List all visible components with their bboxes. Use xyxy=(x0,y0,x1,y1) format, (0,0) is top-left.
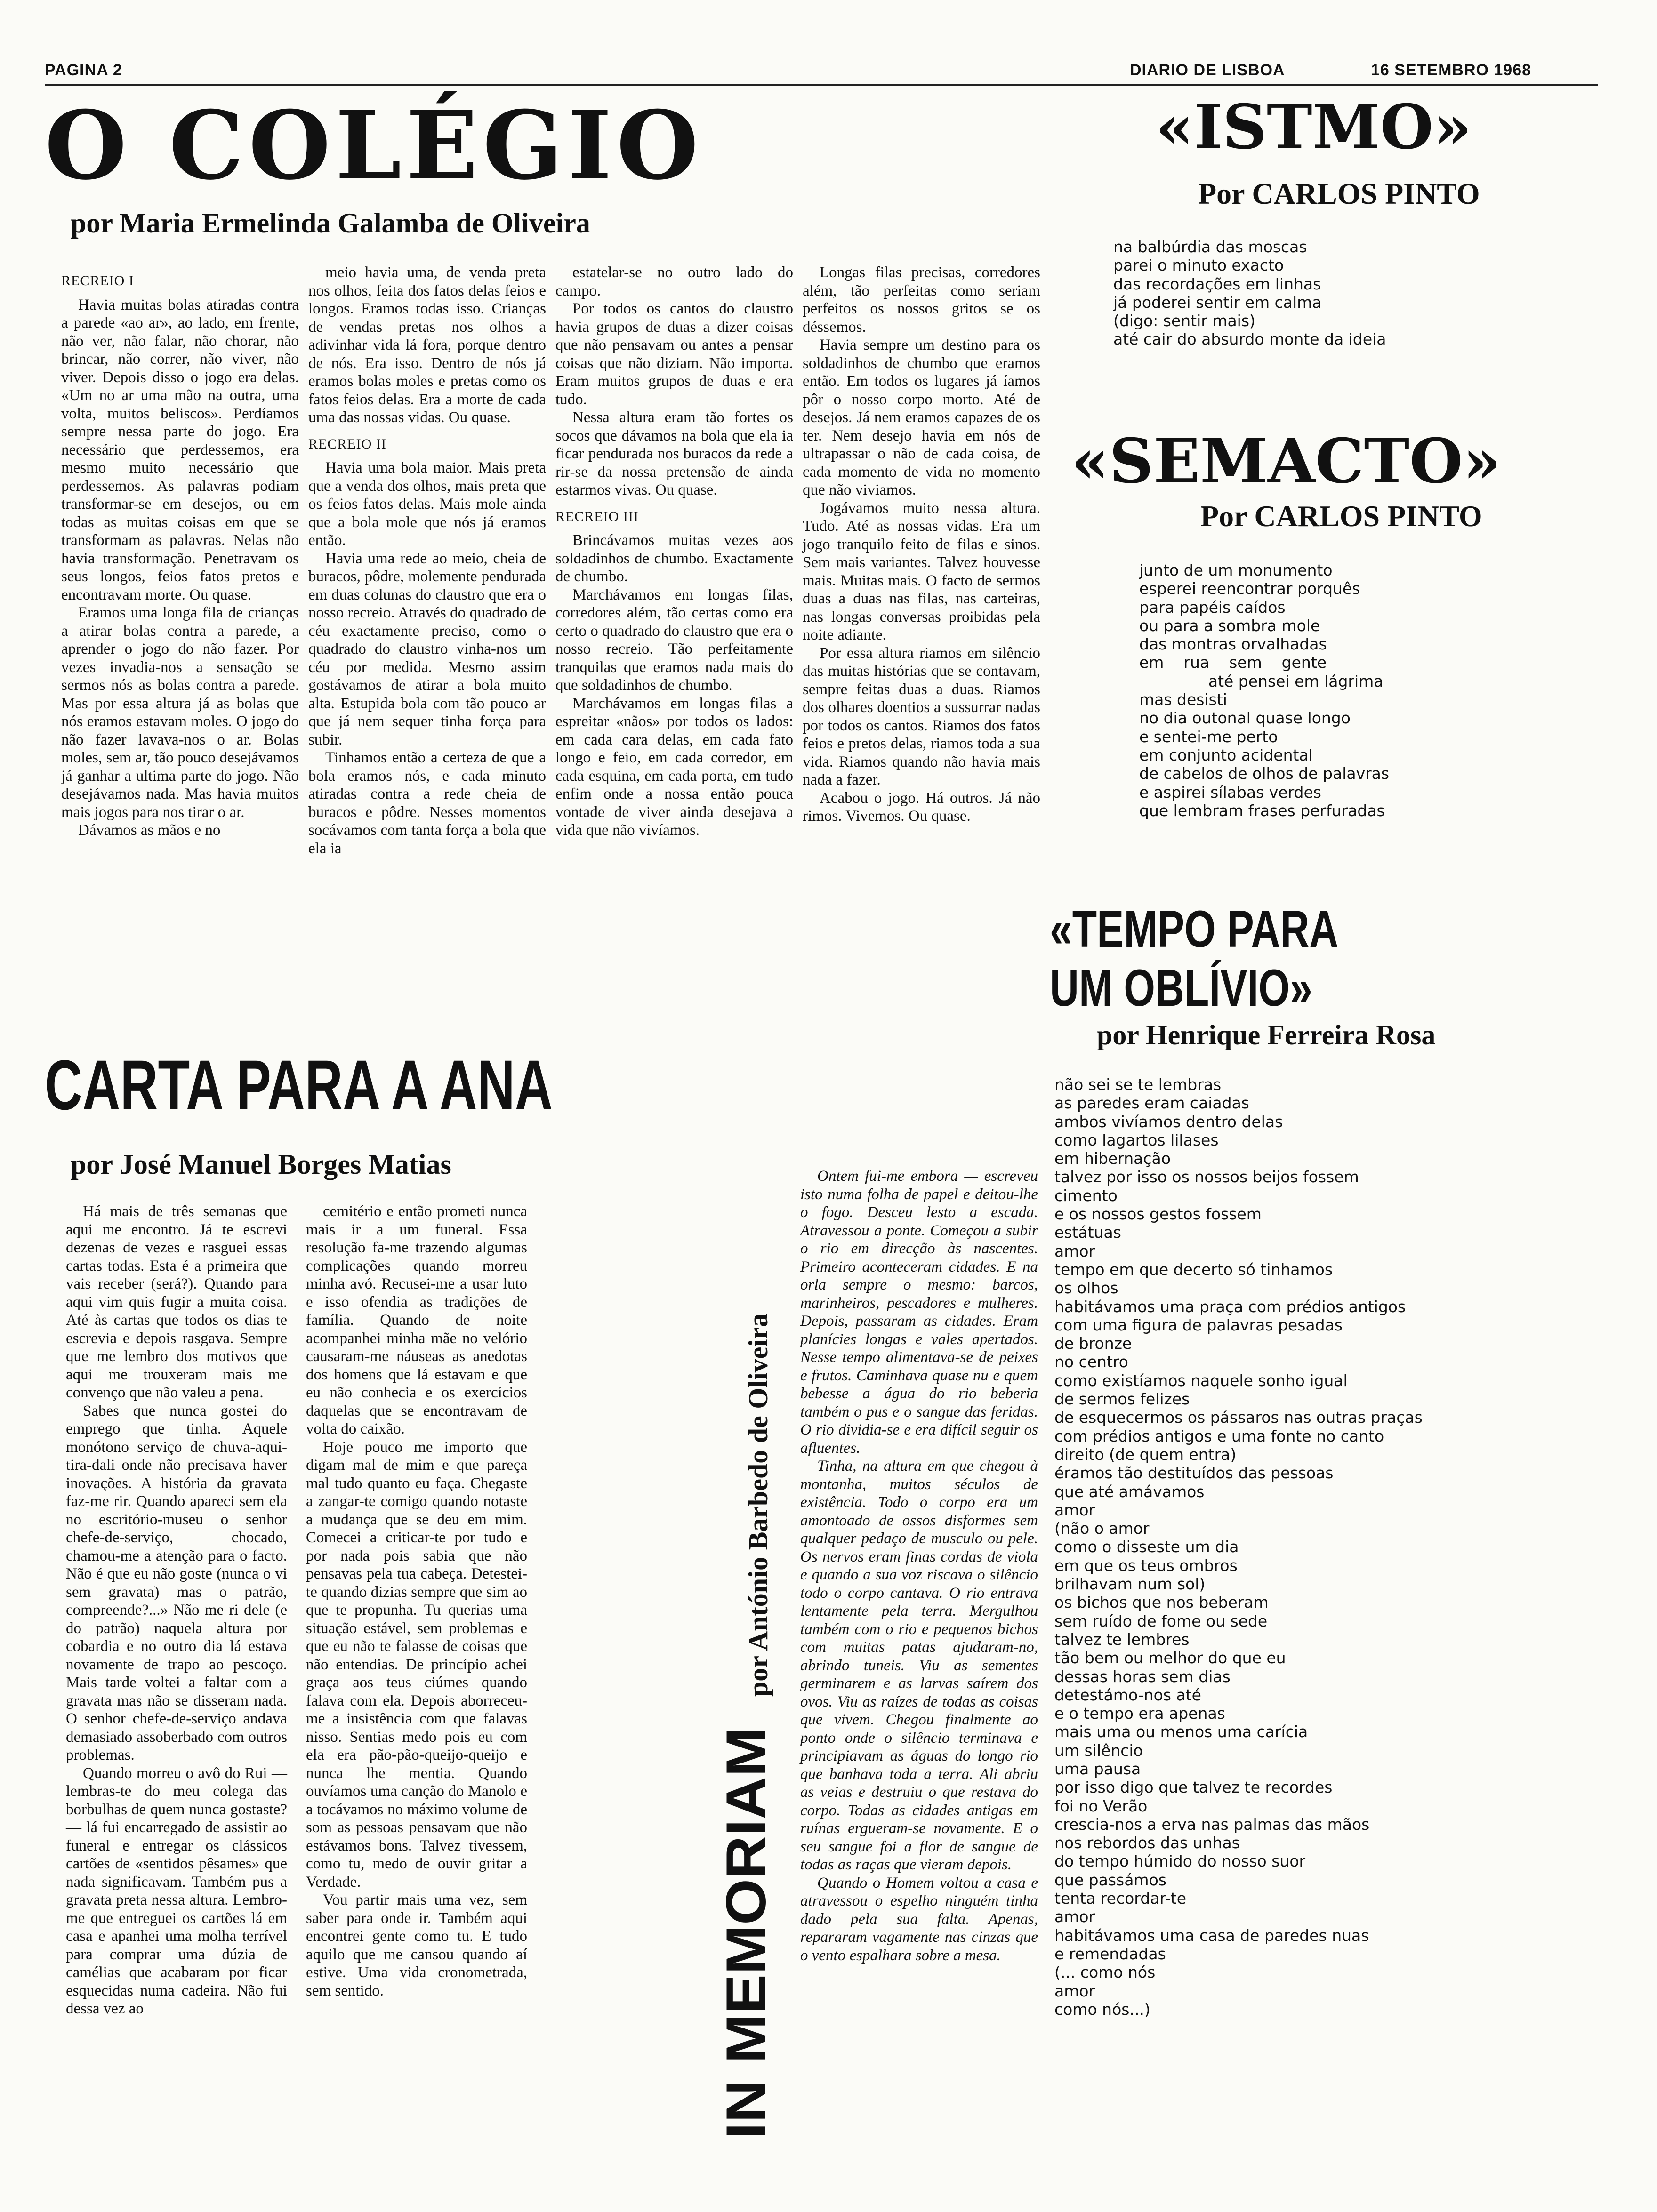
poem-line: ambos vivíamos dentro delas xyxy=(1054,1112,1283,1131)
colegio-byline: por Maria Ermelinda Galamba de Oliveira xyxy=(71,208,590,239)
poem-line: esperei reencontrar porquês xyxy=(1139,579,1360,598)
section-heading: RECREIO III xyxy=(555,508,639,524)
poem-line: uma pausa xyxy=(1054,1759,1141,1778)
tempo-title-line-2: UM OBLÍVIO» xyxy=(1050,959,1312,1017)
poem-line: detestámo-nos até xyxy=(1054,1685,1201,1704)
paragraph: Quando morreu o avô do Rui — lembras-te do meu colega das borbulhas de quem nunca gostaste? — lá fui encarregado de assistir ao funeral e entregar os clássicos cartões de «sentidos pêsames» que nada significavam. Também pus a gravata preta nessa altura. Lembro-me que entreguei os cartões lá em casa e apanhei uma molha terrível para comprar uma dúzia de camélias que acabaram por ficar esquecidas numa cadeira. Não fui dessa vez ao xyxy=(66,1764,287,2017)
poem-line: os bichos que nos beberam xyxy=(1054,1593,1269,1612)
poem-line: de esquecermos os pássaros nas outras praças xyxy=(1054,1408,1423,1427)
poem-line: tenta recordar-te xyxy=(1054,1889,1187,1908)
poem-line: como existíamos naquele sonho igual xyxy=(1054,1371,1348,1390)
poem-line: as paredes eram caiadas xyxy=(1054,1094,1249,1113)
poem-line: como nós...) xyxy=(1054,2000,1150,2019)
poem-line: foi no Verão xyxy=(1054,1796,1148,1815)
poem-line: de bronze xyxy=(1054,1334,1132,1353)
paragraph: Ontem fui-me embora — escreveu isto numa folha de papel e deitou-lhe o fogo. Desceu lesto a escada. Atravessou a ponte. Começou a subir o rio em direcção às nascentes. Primeiro aconteceram cidades. E na orla sempre o mesmo: barcos, marinheiros, pescadores e mulheres. Depois, passaram as cidades. Eram planícies longas e vales apertados. Nesse tempo alimentava-se de peixes e frutos. Caminhava quase nu e quem bebesse a água do rio beberia também o pus e o sangue das feridas. O rio dividia-se e era difícil seguir os afluentes. xyxy=(800,1168,1038,1457)
poem-line: que lembram frases perfuradas xyxy=(1139,801,1385,820)
poem-line: e sentei-me perto xyxy=(1139,727,1278,746)
paragraph: estatelar-se no outro lado do campo. xyxy=(555,264,793,299)
poem-line: no centro xyxy=(1054,1353,1128,1371)
paragraph: cemitério e então prometi nunca mais ir a um funeral. Essa resolução fa-me trazendo algumas complicações quando morreu minha avó. Recusei-me a usar luto e isso ofendia as tradições de família. Quando de noite acompanhei minha mãe no velório causaram-me náuseas as anedotas dos homens que lá estavam e que eu não conhecia e os exercícios daquelas que se encontravam de volta do caixão. xyxy=(306,1203,527,1437)
page-number: PAGINA 2 xyxy=(45,61,122,79)
poem-line: e remendadas xyxy=(1054,1944,1166,1963)
poem-line: que passámos xyxy=(1054,1870,1166,1889)
colegio-column-2 xyxy=(308,264,546,858)
poem-line: e os nossos gestos fossem xyxy=(1054,1205,1262,1224)
memoriam-title: IN MEMORIAM xyxy=(715,1727,778,2139)
poem-line: na balbúrdia das moscas xyxy=(1113,238,1307,256)
tempo-title-line-1: «TEMPO PARA xyxy=(1050,900,1339,958)
poem-line: dessas horas sem dias xyxy=(1054,1667,1231,1686)
colegio-column-3 xyxy=(555,264,793,840)
carta-column-2 xyxy=(306,1202,527,2000)
poem-line: com prédios antigos e uma fonte no canto xyxy=(1054,1427,1384,1445)
istmo-byline: Por CARLOS PINTO xyxy=(1198,177,1480,210)
paragraph: Por essa altura riamos em silêncio das muitas histórias que se contavam, sempre feitas duas a duas. Riamos dos olhares doentios a sussurrar nadas por todos os cantos. Riamos dos fatos feios e pretos delas, riamos toda a sua vida. Riamos quando não havia mais nada a fazer. xyxy=(803,644,1040,788)
paragraph: Vou partir mais uma vez, sem saber para onde ir. Também aqui encontrei gente como tu. E tudo aquilo que me cansou quando aí estive. Uma vida cronometrada, sem sentido. xyxy=(306,1891,527,1999)
paragraph: Sabes que nunca gostei do emprego que tinha. Aquele monótono serviço de chuva-aqui-tira-dali onde não precisava haver inovações. A história da gravata faz-me rir. Quando apareci sem ela no escritório-museu o senhor chefe-de-serviço, chocado, chamou-me a atenção para o facto. Não é que eu não goste (nunca o vi sem gravata) mas o patrão, compreende?...» Não me ri dele (e do patrão) naquela altura por cobardia e no outro dia lá estava novamente de trapo ao pescoço. Mais tarde voltei a faltar com a gravata mas não se disseram nada. O senhor chefe-de-serviço andava demasiado assoberbado com outros problemas. xyxy=(66,1402,287,1763)
memoriam-text xyxy=(800,1167,1038,1964)
poem-line: estátuas xyxy=(1054,1223,1121,1242)
istmo-poem xyxy=(1113,238,1386,349)
paragraph: Havia uma rede ao meio, cheia de buracos, pôdre, molemente pendurada em duas colunas do claustro que era o nosso recreio. Através do quadrado de céu exactamente preciso, como o quadrado do claustro vinha-nos um céu por medida. Mesmo assim gostávamos de atirar a bola muito alta. Estupida bola com tão pouco ar que já nem sequer tinha força para subir. xyxy=(308,550,546,748)
paragraph: Tinhamos então a certeza de que a bola eramos nós, e cada minuto atiradas contra a rede cheia de buracos e pôdre. Nesses momentos socávamos com tanta força a bola que ela ia xyxy=(308,749,546,857)
poem-line: brilhavam num sol) xyxy=(1054,1575,1206,1594)
paragraph: Havia sempre um destino para os soldadinhos de chumbo que eramos então. Em todos os lugares já íamos pôr o nosso corpo morto. Até de desejos. Já nem eramos capazes de os ter. Nem desejo havia em nós de ultrapassar o não de cada coisa, de cada momento de vida no momento que não viviamos. xyxy=(803,337,1040,498)
poem-line: talvez por isso os nossos beijos fossem xyxy=(1054,1168,1359,1186)
poem-line: de sermos felizes xyxy=(1054,1390,1190,1409)
poem-line: até cair do absurdo monte da ideia xyxy=(1113,330,1386,349)
issue-date: 16 SETEMBRO 1968 xyxy=(1371,61,1532,79)
poem-line: em conjunto acidental xyxy=(1139,745,1313,764)
paragraph: Brincávamos muitas vezes aos soldadinhos de chumbo. Exactamente de chumbo. xyxy=(555,532,793,585)
poem-line: e aspirei sílabas verdes xyxy=(1139,783,1321,801)
poem-line: já poderei sentir em calma xyxy=(1113,293,1322,312)
paragraph: Eramos uma longa fila de crianças a atirar bolas contra a parede, a aprender o jogo do não fazer. Por vezes invadia-nos a sensação se sermos nós as bolas contra a parede. Mas por essa altura já as bolas que nós eramos estavam moles. O jogo do não fazer lavava-nos o ar. Bolas moles, sem ar, tão pouco desejávamos já ganhar a ultima parte do jogo. Não desejávamos nada. Mas havia muitos mais jogos para nos tirar o ar. xyxy=(61,604,299,821)
poem-line: por isso digo que talvez te recordes xyxy=(1054,1778,1333,1797)
section-heading: RECREIO I xyxy=(61,273,134,289)
paragraph: Marchávamos em longas filas a espreitar «nãos» por todos os lados: em cada cara delas, em cada fato longo e feio, em cada corredor, em cada esquina, em cada porta, em tudo enfim onde a nossa então pouca vontade de viver ainda desejava a vida que não vivíamos. xyxy=(555,695,793,839)
poem-line: como o disseste um dia xyxy=(1054,1538,1239,1556)
paragraph: Havia uma bola maior. Mais preta que a venda dos olhos, mais preta que os feios fatos delas. Mais mole ainda que a bola mole que nós já eramos então. xyxy=(308,459,546,549)
poem-line: como lagartos lilases xyxy=(1054,1130,1219,1149)
colegio-column-1 xyxy=(61,264,299,840)
poem-line: um silêncio xyxy=(1054,1741,1143,1760)
semacto-title: «SEMACTO» xyxy=(1071,425,1501,497)
paragraph: Jogávamos muito nessa altura. Tudo. Até as nossas vidas. Era um jogo tranquilo feito de filas e sinos. Sem mais variantes. Talvez houvesse mais. Muitas mais. O facto de sermos duas a duas nas filas, nas carteiras, nas longas conversas proibidas pela noite adiante. xyxy=(803,499,1040,643)
istmo-title: «ISTMO» xyxy=(1156,91,1472,163)
poem-line: ou para a sombra mole xyxy=(1139,616,1320,635)
poem-line: direito (de quem entra) xyxy=(1054,1445,1237,1464)
paragraph: Dávamos as mãos e no xyxy=(78,822,221,839)
paragraph: Hoje pouco me importo que digam mal de mim e que pareça mal tudo quanto eu faça. Chegaste a zangar-te comigo quando notaste a mudança que se deu em mim. Comecei a criticar-te por tudo e por nada pois sabia que não pensavas pela tua cabeça. Detestei-te quando dizias sempre que sim ao que te propunha. Tu querias uma situação estável, sem problemas e que eu não te falasse de coisas que não entendias. De princípio achei graça aos teus ciúmes quando falava com ela. Depois aborreceu-me a insistência com que falavas nisso. Sentias medo pois eu com ela era pão-pão-queijo-queijo e nunca lhe mentia. Quando ouvíamos uma canção do Manolo e a tocávamos no máximo volume de som as pessoas pensavam que não estávamos bons. Talvez tivessem, como tu, medo de ouvir gritar a Verdade. xyxy=(306,1438,527,1891)
poem-line: tão bem ou melhor do que eu xyxy=(1054,1649,1286,1667)
poem-line: e o tempo era apenas xyxy=(1054,1704,1225,1723)
poem-line: em que os teus ombros xyxy=(1054,1556,1238,1575)
poem-line: crescia-nos a erva nas palmas das mãos xyxy=(1054,1815,1370,1834)
carta-column-1 xyxy=(66,1202,287,2018)
semacto-byline: Por CARLOS PINTO xyxy=(1200,499,1482,533)
poem-line: sem ruído de fome ou sede xyxy=(1054,1611,1268,1630)
paragraph: Marchávamos em longas filas, corredores além, tão certas como era certo o quadrado do claustro que era o nosso recreio. Tão perfeitamente tranquilas que eramos nada mais do que soldadinhos de chumbo. xyxy=(555,586,793,694)
carta-byline: por José Manuel Borges Matias xyxy=(71,1149,451,1180)
semacto-poem xyxy=(1139,561,1389,820)
poem-line: das montras orvalhadas xyxy=(1139,635,1327,654)
poem-line: (... como nós xyxy=(1054,1963,1156,1982)
paragraph: Nessa altura eram tão fortes os socos que dávamos na bola que ela ia ficar pendurada nos buracos da rede a rir-se da nossa pretensão de ainda estarmos vivas. Ou quase. xyxy=(555,409,793,498)
poem-line: talvez te lembres xyxy=(1054,1630,1190,1649)
poem-line: (digo: sentir mais) xyxy=(1113,312,1255,330)
paragraph: Quando o Homem voltou a casa e atravessou o espelho ninguém tinha dado pela sua falta. Apenas, repararam vagamente nas cinzas que o vento espalhara sobre a mesa. xyxy=(800,1874,1038,1964)
poem-line: amor xyxy=(1054,1242,1095,1260)
poem-line: amor xyxy=(1054,1981,1095,2000)
poem-line: no dia outonal quase longo xyxy=(1139,709,1351,728)
colegio-title: O COLÉGIO xyxy=(45,90,703,201)
paragraph: Por todos os cantos do claustro havia grupos de duas a dizer coisas que não pensavam ou antes a pensar coisas que não diziam. Não importa. Eram muitos grupos de duas e era tudo. xyxy=(555,300,793,408)
poem-line: parei o minuto exacto xyxy=(1113,256,1284,275)
poem-line: os olhos xyxy=(1054,1279,1118,1298)
paragraph: meio havia uma, de venda preta nos olhos, feita dos fatos delas feios e longos. Eramos todas isso. Crianças de vendas pretas nos olhos a adivinhar vida lá fora, porque dentro de nós. Era isso. Dentro de nós já eramos bolas moles e pretas como os fatos feios delas. Era a morte de cada uma das nossas vidas. Ou quase. xyxy=(308,264,546,426)
tempo-byline: por Henrique Ferreira Rosa xyxy=(1097,1019,1436,1050)
poem-line: mas desisti xyxy=(1139,690,1227,709)
poem-line: habitávamos uma casa de paredes nuas xyxy=(1054,1926,1369,1945)
poem-line: amor xyxy=(1054,1500,1095,1519)
poem-line: para papéis caídos xyxy=(1139,598,1286,617)
poem-line: mais uma ou menos uma carícia xyxy=(1054,1723,1308,1741)
memoriam-byline: por António Barbedo de Oliveira xyxy=(743,1313,773,1697)
poem-line: que até amávamos xyxy=(1054,1482,1205,1501)
poem-line: com uma figura de palavras pesadas xyxy=(1054,1315,1343,1334)
poem-line: em hibernação xyxy=(1054,1149,1171,1168)
carta-title: CARTA PARA A ANA xyxy=(45,1045,553,1124)
poem-line: das recordações em linhas xyxy=(1113,274,1321,293)
paragraph: Havia muitas bolas atiradas contra a parede «ao ar», ao lado, em frente, não ver, não falar, não chorar, não brincar, não correr, não viver, não viver. Depois disso o jogo era delas. «Um no ar uma mão na outra, uma volta, muitos beliscos». Perdíamos sempre nessa parte do jogo. Era necessário que perdessemos, era mesmo muito necessário que perdessemos. As palavras podiam transformar-se em desejos, ou em todas as muitas coisas em que se transformam as palavras. Nelas não havia transformação. Penetravam os seus longos, feios fatos pretos e encontravam morte. Ou quase. xyxy=(61,296,299,603)
poem-line: amor xyxy=(1054,1907,1095,1926)
paragraph: Há mais de três semanas que aqui me encontro. Já te escrevi dezenas de vezes e rasguei essas cartas todas. Esta é a primeira que vais receber (será?). Quando para aqui vim quis fugir a muita coisa. Até às cartas que todos os dias te escrevia e depois rasgava. Sempre que me lembro dos motivos que aqui me trouxeram mais me convenço que não valeu a pena. xyxy=(66,1203,287,1401)
tempo-poem xyxy=(1054,1075,1423,2019)
paragraph: Tinha, na altura em que chegou à montanha, muitos séculos de existência. Todo o corpo era um amontoado de ossos disformes sem qualquer pedaço de musculo ou pele. Os nervos eram finas cordas de viola e quando a sua voz riscava o silêncio todo o corpo cantava. O rio entrava lentamente pela terra. Mergulhou também com o rio e pequenos bichos com muitas patas ajudaram-no, abrindo tuneis. Viu as sementes germinarem e as larvas saírem dos ovos. Viu as raízes de todas as coisas que vivem. Chegou finalmente ao ponto onde o silêncio terminava e principiavam as águas do longo rio que banhava toda a terra. Ali abriu as veias e destruiu o que restava do corpo. Todas as cidades antigas em ruínas ergueram-se novamente. E o seu sangue foi a flor de sangue de todas as raças que vieram depois. xyxy=(800,1458,1038,1873)
paragraph: Longas filas precisas, corredores além, tão perfeitas como seriam perfeitos os nossos gritos se os déssemos. xyxy=(803,264,1040,336)
poem-line: de cabelos de olhos de palavras xyxy=(1139,764,1390,783)
poem-line: éramos tão destituídos das pessoas xyxy=(1054,1464,1334,1483)
poem-line: junto de um monumento xyxy=(1139,561,1333,579)
poem-line: tempo em que decerto só tinhamos xyxy=(1054,1260,1333,1279)
poem-line: do tempo húmido do nosso suor xyxy=(1054,1852,1306,1871)
poem-line: não sei se te lembras xyxy=(1054,1075,1222,1094)
newspaper-name: DIARIO DE LISBOA xyxy=(1130,61,1285,79)
poem-line: cimento xyxy=(1054,1186,1118,1205)
colegio-column-4 xyxy=(803,264,1040,825)
poem-line: até pensei em lágrima xyxy=(1139,672,1384,690)
paragraph: Acabou o jogo. Há outros. Já não rimos. Vivemos. Ou quase. xyxy=(803,789,1040,825)
header-rule xyxy=(45,84,1598,86)
poem-line: habitávamos uma praça com prédios antigos xyxy=(1054,1297,1406,1316)
poem-line: (não o amor xyxy=(1054,1519,1150,1538)
poem-line: em rua sem gente xyxy=(1139,653,1327,672)
section-heading: RECREIO II xyxy=(308,436,386,452)
poem-line: nos rebordos das unhas xyxy=(1054,1834,1240,1852)
